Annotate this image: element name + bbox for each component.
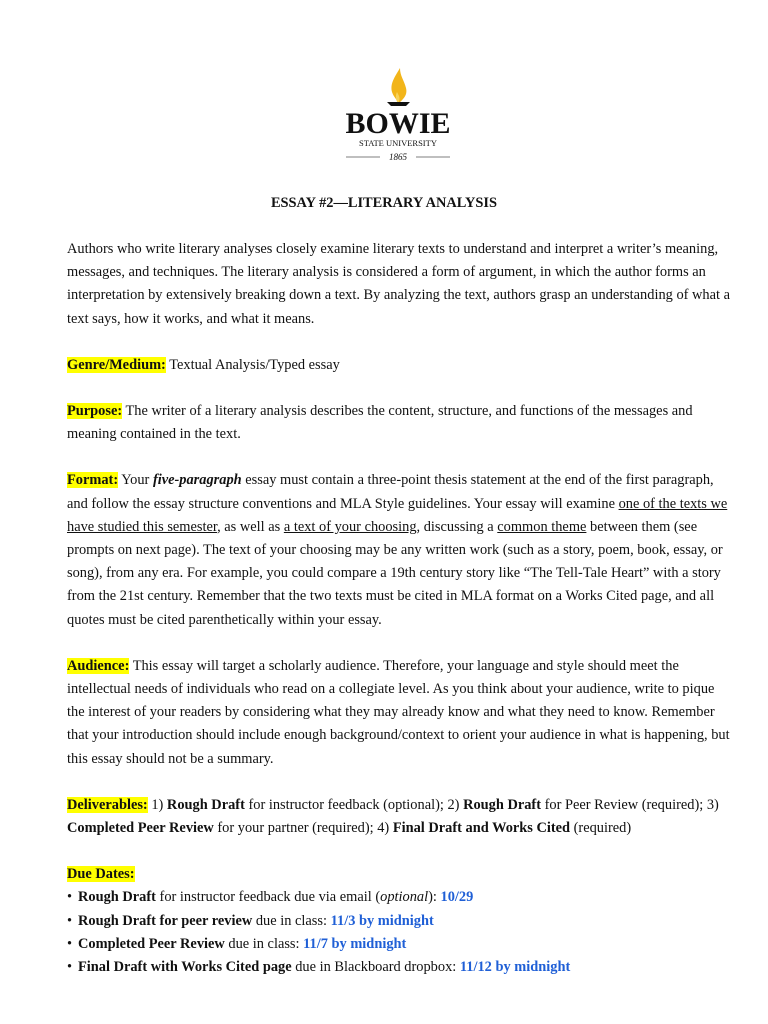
deliverables-bold-3: Completed Peer Review <box>67 820 214 837</box>
due-item-text: due in class: <box>252 912 331 929</box>
due-dates-section <box>67 863 731 979</box>
purpose-label: Purpose: <box>67 403 123 420</box>
list-item <box>67 910 731 933</box>
deliverables-text-5: (required) <box>570 820 632 837</box>
university-logo <box>340 66 456 166</box>
format-underline-3: common theme <box>497 518 587 535</box>
due-dates-label: Due Dates: <box>67 866 135 883</box>
bullet-icon: • <box>67 889 73 906</box>
due-item-date: 11/7 by midnight <box>303 935 407 952</box>
format-text-4: , discussing a <box>416 518 498 535</box>
due-item-title: Completed Peer Review <box>78 935 225 952</box>
bullet-icon: • <box>67 959 73 976</box>
format-paragraph <box>67 469 731 631</box>
purpose-paragraph <box>67 400 731 446</box>
deliverables-bold-1: Rough Draft <box>166 796 245 813</box>
torch-flame-icon <box>387 68 410 106</box>
due-item-italic: optional <box>380 889 429 906</box>
due-item-text: due in Blackboard dropbox: <box>291 959 460 976</box>
format-text-1: Your <box>118 472 153 489</box>
genre-text: Textual Analysis/Typed essay <box>165 356 340 373</box>
format-text-5: between them (see prompts on next page). The text of your choosing may be any written work (such as a story, poem, book, essay, or song), from any era. For example, you could compare a 19th century story like “The Tell-Tale Heart” with a story from the 21st century. Remember that the two texts must be cited in MLA format on a Works Cited page, and all quotes must be cited parenthetically within your essay. <box>67 518 723 628</box>
genre-label: Genre/Medium: <box>67 356 166 373</box>
document-body <box>67 238 731 979</box>
audience-label: Audience: <box>67 657 130 674</box>
purpose-text: The writer of a literary analysis describes the content, structure, and functions of the messages and meaning contained in the text. <box>67 403 693 443</box>
deliverables-label: Deliverables: <box>67 796 148 813</box>
list-item <box>67 956 731 979</box>
format-underline-2: a text of your choosing <box>283 518 417 535</box>
due-item-date: 11/3 by midnight <box>330 912 434 929</box>
list-item <box>67 886 731 909</box>
format-label: Format: <box>67 472 119 489</box>
due-item-date: 10/29 <box>440 889 474 906</box>
due-item-title: Rough Draft for peer review <box>78 912 253 929</box>
essay-title: ESSAY #2—LITERARY ANALYSIS <box>270 195 498 211</box>
bullet-icon: • <box>67 935 73 952</box>
format-text-2: essay must contain a three-point thesis statement at the end of the first paragraph, and follow the essay structure conventions and MLA Style guidelines. Your essay will examine <box>67 472 714 512</box>
list-item <box>67 933 731 956</box>
deliverables-bold-2: Rough Draft <box>463 796 542 813</box>
due-item-text: for instructor feedback due via email ( <box>155 889 381 906</box>
deliverables-text-3: for Peer Review (required); 3) <box>541 796 719 813</box>
deliverables-text-2: for instructor feedback (optional); 2) <box>244 796 464 813</box>
due-item-title: Rough Draft <box>78 889 156 906</box>
deliverables-bold-4: Final Draft and Works Cited <box>392 820 571 837</box>
audience-text: This essay will target a scholarly audience. Therefore, your language and style should meet the intellectual needs of individuals who read on a collegiate level. As you think about your audience, write to pique the interest of your readers by considering what they may already know and what they need to know. Remember that your introduction should include enough background/context to orient your audience in what is happening, but this essay should not be a summary. <box>67 657 730 767</box>
due-item-text: due in class: <box>224 935 304 952</box>
logo-subtitle: STATE UNIVERSITY <box>359 138 437 148</box>
format-emphasis: five-paragraph <box>152 472 242 489</box>
deliverables-paragraph <box>67 794 731 840</box>
format-text-3: , as well as <box>217 518 284 535</box>
deliverables-text-1: 1) <box>147 796 167 813</box>
format-underline-1: one of the texts we have studied this semester <box>67 495 728 535</box>
logo-name: BOWIE <box>345 107 451 140</box>
bullet-icon: • <box>67 912 73 929</box>
due-item-title: Final Draft with Works Cited page <box>78 959 292 976</box>
audience-paragraph <box>67 655 731 771</box>
due-dates-list <box>67 886 731 979</box>
genre-paragraph <box>67 354 731 377</box>
deliverables-text-4: for your partner (required); 4) <box>213 820 393 837</box>
due-item-date: 11/12 by midnight <box>459 959 571 976</box>
due-item-text-post: ): <box>428 889 441 906</box>
intro-paragraph: Authors who write literary analyses closely examine literary texts to understand and interpret a writer’s meaning, messages, and techniques. The literary analysis is considered a form of argument, in which the author forms an interpretation by extensively breaking down a text. By analyzing the text, authors grasp an understanding of what a text says, how it works, and what it means. <box>67 241 730 327</box>
logo-year: 1865 <box>389 152 407 162</box>
